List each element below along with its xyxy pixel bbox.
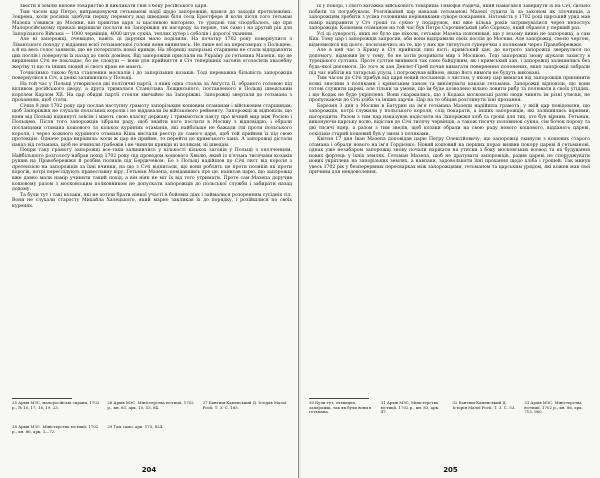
left-page-body [12,4,292,396]
page-number: 204 [141,466,157,474]
right-page-body [309,4,590,396]
footnote: 29 Там само, арк. 173, 824. [107,424,164,429]
footnote: 28 Архів МЗС. Міністерства юстиції, 1702 р., кн. 86, арк. 1—72. [12,424,99,434]
footnote: 32 Бантиш-Каменський Д. Історія Малої Росії. Т. 3. С. 53. [452,401,516,410]
footnote: 31 Архів МЗС. Міністерства юстиції, 1702 р., кн. 83, арк. 47. [380,401,440,415]
right-footnotes [309,401,590,449]
paragraph: Березня 3 дня з Москви в Батурин на ім'я гетьмана Мазепи надійшла грамота, у якій цар повідомляв, що запорожців, котрі служили у польського короля, слід покарати, а інших запорожців, які залишились вірними, нагородити. Разом з тим цар наказував надіслати на Запоріжжя хліб та гроші для тих, хто був вірним. Гетьман, виконуючи царську волю, відіслав до Січі тисячу червінців, а також тисячу половинок сукна, сім бочок пороху та дві тисячі ядер, а разом з тим звелів, щоб козаки обрали на свою раду нового кошового, відданого цареві, оскільки старий кошовий був у змові з поляками. [309,103,590,137]
paragraph: Тим часом до Січі прибув від царя новий посланець з листом, у якому цар вимагав від запорожців припинити всякі зносини з поляками і кримським ханом та виконувати накази гетьмана. Запорожці відповіли, що вони готові служити цареві, але тільки за умови, що їм буде дозволено вільно ловити рибу та полювати в своїх угіддях, і що Кодак не буде укріплено. Вони скаржились, що з Кодака московські ратні люди чинять їм різні утиски, не пропускаючи до Січі хліба та інших харчів. Цар на те обіцяв розглянути їхні прохання. [309,76,590,104]
paragraph: їх у покорі, і свого ватажка військового товариша Тимофія Радича, який намагався завернути їх на Січ, сильно побили та пограбували. Розгніваний цар наказав гетьманові Мазепі судити їх за законом як злочинців, а запорожцям зробити з усіма головними керівниками суворе покарання. Натомість у 1702 році царський уряд мав намір відправити у Січ гроші та сукно у подарунок, які вже кілька років затримувалися через непослух запорожців. Кошовим отаманом на той час був Петро Сорочинський (або Сорока), який обрався у перший раз. [309,4,590,32]
paragraph: Але ні запорожці, очевидно, навіть ці дарунки мало поділили. На початку 1702 року повернулися з Ліванського походу у віддання всієї гетьманської голови вони виявились. Не лише вої на переговорах з Польщею, а й на весь голос заявили, що не потерплять нової кривди. На зборищі запорізькі старшини не стали відправляти цих послів і повернули їх назад до своїх домівок. Від запорожців прислали на Україну до гетьмана Мазепи, що це вирішення Січі не покладає, бо не спокуш — вони для прийняття в Січ теперішніх загонів оголосили хвалебну жертву ті що та інших людей зі свого краю не мають. [12,37,292,71]
paragraph: Квітня 17 дня Іван Мазепа доповідав царю Петру Олексійовичу, що запорожці скинули з кошових старого отамана і обрали нового на ім'я Гордієнко. Новий кошовий на перших порах виявив покору цареві й гетьманові, однак уже незабаром запорожці знову почали нарікати на утиски з боку московських воєвод та на будування нових фортець у їхніх землях. Гетьман Мазепа, щоб не дратувати запорожців, радив цареві не споруджувати нових укріплень на запорізьких землях, а навпаки, задовольняти їхні прохання щодо хліба і грошей. Так минув увесь 1702 рік у безперервних пересварках між запорожцями, гетьманом та царським урядом, які кожен мав свої причини для невдоволення. [309,137,590,176]
right-page [301,0,600,478]
paragraph: На той час у Польщі утворилося дві політичні партії, з яких одна стояла за Августа II, обраного головою під впливом російського двору, а друга трималася Станіслава Лєщинського, поставленого в Польщі шведським королем Карлом XII. На цар обидві партії стояли звичайно на Запоріжжі. Запорожці звертали до гетьмана з проханням, щоб стати. [12,81,292,104]
footnote: 27 Бантиш-Каменський Д. Історія Малої Росії. Т. 3. С. 165. [202,401,287,410]
footnote: 26 Архів МЗС. Міністерства юстиції, 1702 р., кн. 83, арк. 15, 53, 84. [107,401,194,410]
paragraph: Усі ці суворості, яких не було ще ніколи, гетьман Мазепа пояснював, що у всьому винні не запорожці, а сам Кіш. Тому цар і запорожців запросив, аби вони відправили своїх послів до Москви. Але запорожці, своєю чергою, відмовилися від цього, посилаючись на те, що у них ще тягнуться суперечки з поляками через Правобережжя. [309,31,590,48]
left-page [0,0,299,478]
paragraph: звести в землю низове товариство й викликати гнів з боку російського царя. [20,4,208,9]
paragraph: Січня 9 дня 1702 року цар послав наступну грамоту запорізьким кошовим отаманам і військовим старшинам, щоб Запоріжжя не слухали польських королів і не віддавали їм військового рейменту. Запорожці ж відповіли, що вони від Польщі відкинуті зовсім і мають свою власну державу і тримаються пакту про вічний мир між Росією і Польщею. Після того запорожців зібрали раду, щоб знайти кого послати в Москву з відповіддю, і обрали посланцями отамана кошового та кількох курінних отаманів, які найбільше не бажали іти проти польського короля, і через кожного курінного отамана Кіша вислали реєстр до самого царя, щоб той прийняв їх під свою протекцію. Одначе рада вирішила: коли ж цар не прийме, то перейти до кримського хана. А запорожці дістали наказ від гетьмана, щоб не вчиняли грабежів і не чинили кривди ні полякам, ні шведам. [12,103,292,148]
footnote-divider [309,398,369,399]
paragraph: Але в цей час з Криму в Січ прийшли лихі вісті: кримський хан, до котрого запорожці звернулися по допомогу, відмовив їм у тому, бо не хотів розривати мир з Москвою. Тоді запорожці знову шукали захисту в турецького султана. Проте султан виявився так само байдужим, як і кримський хан, і запорожці залишились без будь-якої допомоги. До того ж хан Девлет-Гірей почав вимагати повернення полонених, яких запорожці забрали під час набігів на татарські улуси, і погрожував війною, якщо його вимоги не будуть виконані. [309,48,590,76]
paragraph: Попри таку грамоту запорожці все-таки залишились у кількості кількох загонів у Польщі з ополченням. Найбільшого розголосу набрав похід 1702 року під проводом кошового Хвилю, який із п'ятьма тисячами козаків рушив на Правобережжя й розбив поляків під Бердичевом. Бо з Польщі надійшов до Січі лист від короля з претензією на запорожців за їхні вчинки, на що з Січі відписали, що вони роблять це проти поляків як проти ворогів, котрі переслідують православну віру. Гетьман Мазепа, довідавшись про це, написав царю, що запорожці вже давно мали намір учинити такий похід, а він ніяк не міг їх від того утримати. Проте сам Мазепа доручив кошовому разом з московським полковником не допускати запорожців до польської служби і забирати назад додому. [12,148,292,193]
footnote: 33 Архів МЗС. Міністерства юстиції, 1702 р., кн. 86, арк. 713, 960. [524,401,583,415]
left-footnotes [12,401,292,449]
footnote: 30 Були тут, очевидно, запорожці, так як були вони в гетьмана. [309,401,372,415]
paragraph: Та були тут і такі козаки, які не хотіли брати ніякої участі в бойових діях і займалися розоренням сусідніх сіл. Вони не слухали старосту Михайла Халецького, який марно закликав їх до порядку, і розійшлися по своїх куренях. [12,192,292,209]
paragraph: Точнісінько такою була ставлення москалів і до запорізьких козаків. Тоді переважна більшість запорожців повернулися в Січ, а деякі залишились у Польщі. [12,70,292,82]
footnote-divider [12,398,72,399]
paragraph: Тим часом цар Петро, виправдовуючи гетьманові надії щодо запорожців, вдався до заходів протилежних. Зокрема, коли росіяни здобули першу перемогу над шведами біля села Ерестфере й коли після того гетьман Мазепа з'явився до Москви, він привітав царя зі щасливою вікторією, то урядові так сподобалось, що при Малоросійському приказі вирішили послати на Запоріжжя як нагороду за перше, так само і на другий рік для Запорізького Війська — 1000 червінців, 4000 штук сукна, теплих хутер і соболів і дорогої тканини. [12,9,292,37]
footnote: 25 Архів МЗС, малоросійські справи, 1702 р., № 15, 17, 18, 19, 23. [12,401,100,410]
page-number: 205 [443,466,458,474]
